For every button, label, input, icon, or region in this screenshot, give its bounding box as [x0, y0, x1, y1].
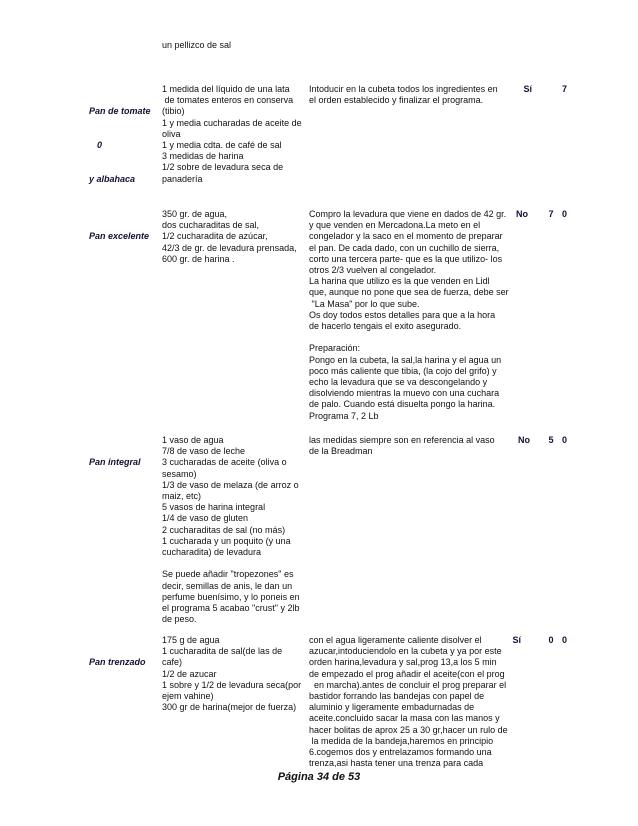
- text-line: 1/2 sobre de levadura seca de: [162, 162, 284, 173]
- text-line: Pongo en la cubeta, la sal,la harina y el agua un: [309, 354, 502, 365]
- availability-flag: Sí: [523, 84, 532, 94]
- text-line: 1 cucharadita de sal(de las de: [162, 646, 283, 657]
- text-line: maiz, etc): [162, 491, 202, 502]
- text-line: trenza,asi hasta tener una trenza para cada: [309, 758, 484, 769]
- text-line: cafe): [162, 657, 183, 668]
- text-line: de palo. Cuando está disuelta pongo la harina.: [309, 399, 496, 410]
- text-line: bastidor forrando las bandejas con papel de: [309, 691, 485, 702]
- text-line: Intoducir en la cubeta todos los ingredientes en: [309, 84, 498, 94]
- text-line: la medida de la bandeja,haremos en principio: [309, 735, 494, 746]
- ingredient-line: un pellizco de sal: [162, 40, 232, 50]
- text-line: 6.cogemos dos y entrelazamos formando una: [309, 747, 492, 758]
- text-line: perfume buenísimo, y lo poneis en: [162, 591, 300, 602]
- text-line: de peso.: [162, 614, 197, 625]
- text-line: cucharadita) de levadura: [162, 547, 262, 558]
- text-line: 1/2 cucharadita de azúcar,: [162, 231, 268, 242]
- text-line: 1 y media cdta. de café de sal: [162, 140, 282, 151]
- recipe-name: [89, 209, 159, 265]
- text-line: 1 sobre y 1/2 de levadura seca(por: [162, 679, 302, 690]
- text-line: aluminio y ligeramente embadurnadas de: [309, 702, 475, 713]
- text-line: otros 2/3 vuelven al congelador.: [309, 265, 437, 276]
- text-line: que, aunque no pone que sea de fuerza, debe ser: [309, 287, 509, 298]
- text-line: Se puede añadir "tropezones" es: [162, 569, 294, 580]
- program-number: 7 0: [548, 209, 570, 219]
- text-line: 2 cucharaditas de sal (no más): [162, 524, 286, 535]
- text-line: 600 gr. de harina .: [162, 253, 235, 264]
- ingredients-list: [162, 209, 308, 265]
- ingredients-list: [162, 84, 308, 185]
- ingredients-list: [162, 635, 308, 713]
- recipe-name: [89, 84, 159, 207]
- text-line: dos cucharaditas de sal,: [162, 220, 260, 231]
- text-line: y que venden en Mercadona.La meto en el: [309, 220, 481, 231]
- text-line: orden harina,levadura y sal,prog 13,a los 5 min: [309, 657, 497, 668]
- text-line: sesamo): [162, 468, 197, 479]
- availability-flag: Sí: [512, 635, 521, 645]
- text-line: de la Breadman: [309, 446, 373, 457]
- text-line: corto una tercera parte- que es la que utilizo- los: [309, 253, 503, 264]
- text-line: 1 cucharada y un poquito (y una: [162, 535, 291, 546]
- text-line: aceite.concluido sacar la masa con las manos y: [309, 713, 500, 724]
- program-number: 0 0: [548, 635, 570, 645]
- text-line: el programa 5 acabao "crust" y 2lb: [162, 603, 300, 614]
- instructions-text: [309, 84, 521, 106]
- text-line: Compro la levadura que viene en dados de 42 gr.: [309, 209, 507, 219]
- text-line: 1 medida del líquido de una lata: [162, 84, 290, 94]
- recipe-name-line: Pan de tomate: [89, 106, 151, 117]
- text-line: poco más caliente que tibia, (la cojo del grifo) y: [309, 365, 497, 376]
- text-line: de hacerlo tengais el exito asegurado.: [309, 321, 462, 332]
- text-line: azucar,intoduciendolo en la cubeta y ya por este: [309, 646, 502, 657]
- text-line: 175 g de agua: [162, 635, 220, 645]
- text-line: 1/2 de azucar: [162, 668, 217, 679]
- recipe-name-line: Pan trenzado: [89, 657, 146, 668]
- text-line: el pan. De cada dado, con un cuchillo de sierra,: [309, 242, 500, 253]
- text-line: 350 gr. de agua,: [162, 209, 228, 219]
- recipe-name-line: Pan excelente: [89, 231, 150, 242]
- text-line: 7/8 de vaso de leche: [162, 446, 246, 457]
- recipe-name-line: y albahaca: [89, 173, 136, 184]
- text-line: las medidas siempre son en referencia al vaso: [309, 435, 495, 445]
- text-line: ejem vahine): [162, 691, 214, 702]
- recipe-name-line: 0: [97, 140, 103, 151]
- text-line: Os doy todos estos detalles para que a la hora: [309, 309, 496, 320]
- text-line: oliva: [162, 128, 181, 139]
- text-line: 1 y media cucharadas de aceite de: [162, 117, 302, 128]
- instructions-text: [309, 209, 521, 422]
- text-line: 300 gr de harina(mejor de fuerza): [162, 702, 297, 713]
- availability-flag: No: [516, 209, 528, 219]
- text-line: de empezado el prog añadir el aceite(con el prog: [309, 668, 505, 679]
- program-number: 7: [561, 84, 570, 94]
- text-line: hacer bolitas de aprox 25 a 30 gr,hacer un rulo de: [309, 724, 508, 735]
- text-line: en marcha).antes de concluir el prog preparar el: [309, 679, 507, 690]
- text-line: 5 vasos de harina integral: [162, 502, 266, 513]
- text-line: 1/3 de vaso de melaza (de arroz o: [162, 479, 299, 490]
- text-line: el orden establecido y finalizar el programa.: [309, 95, 484, 106]
- text-line: echo la levadura que se va descongelando y: [309, 377, 488, 388]
- text-line: 3 medidas de harina: [162, 151, 244, 162]
- text-line: disolviendo mientras la muevo con una cuchara: [309, 388, 500, 399]
- text-line: 42/3 de gr. de levadura prensada,: [162, 242, 297, 253]
- availability-flag: No: [518, 435, 530, 445]
- text-line: La harina que utilizo es la que venden en Lidl: [309, 276, 490, 287]
- text-line: decir, semillas de anis, le dan un: [162, 580, 293, 591]
- text-line: con el agua ligeramente caliente disolver el: [309, 635, 482, 645]
- text-line: panadería: [162, 173, 203, 184]
- program-number: 5 0: [548, 435, 570, 445]
- page-footer: Página 34 de 53: [277, 771, 361, 783]
- recipe-name: [89, 635, 159, 691]
- text-line: Preparación:: [309, 343, 361, 354]
- instructions-text: [309, 635, 521, 769]
- recipe-name-line: Pan integral: [89, 457, 141, 468]
- instructions-text: [309, 435, 521, 457]
- text-line: [309, 332, 521, 343]
- text-line: Programa 7, 2 Lb: [309, 410, 379, 421]
- ingredients-list: [162, 435, 308, 625]
- text-line: "La Masa" por lo que sube.: [309, 298, 420, 309]
- text-line: de tomates enteros en conserva: [162, 95, 294, 106]
- text-line: 1 vaso de agua: [162, 435, 224, 445]
- text-line: (tibio): [162, 106, 185, 117]
- text-line: congelador y la saco en el momento de preparar: [309, 231, 503, 242]
- text-line: [162, 558, 308, 569]
- text-line: 3 cucharadas de aceite (oliva o: [162, 457, 287, 468]
- text-line: 1/4 de vaso de gluten: [162, 513, 249, 524]
- recipe-name: [89, 435, 159, 491]
